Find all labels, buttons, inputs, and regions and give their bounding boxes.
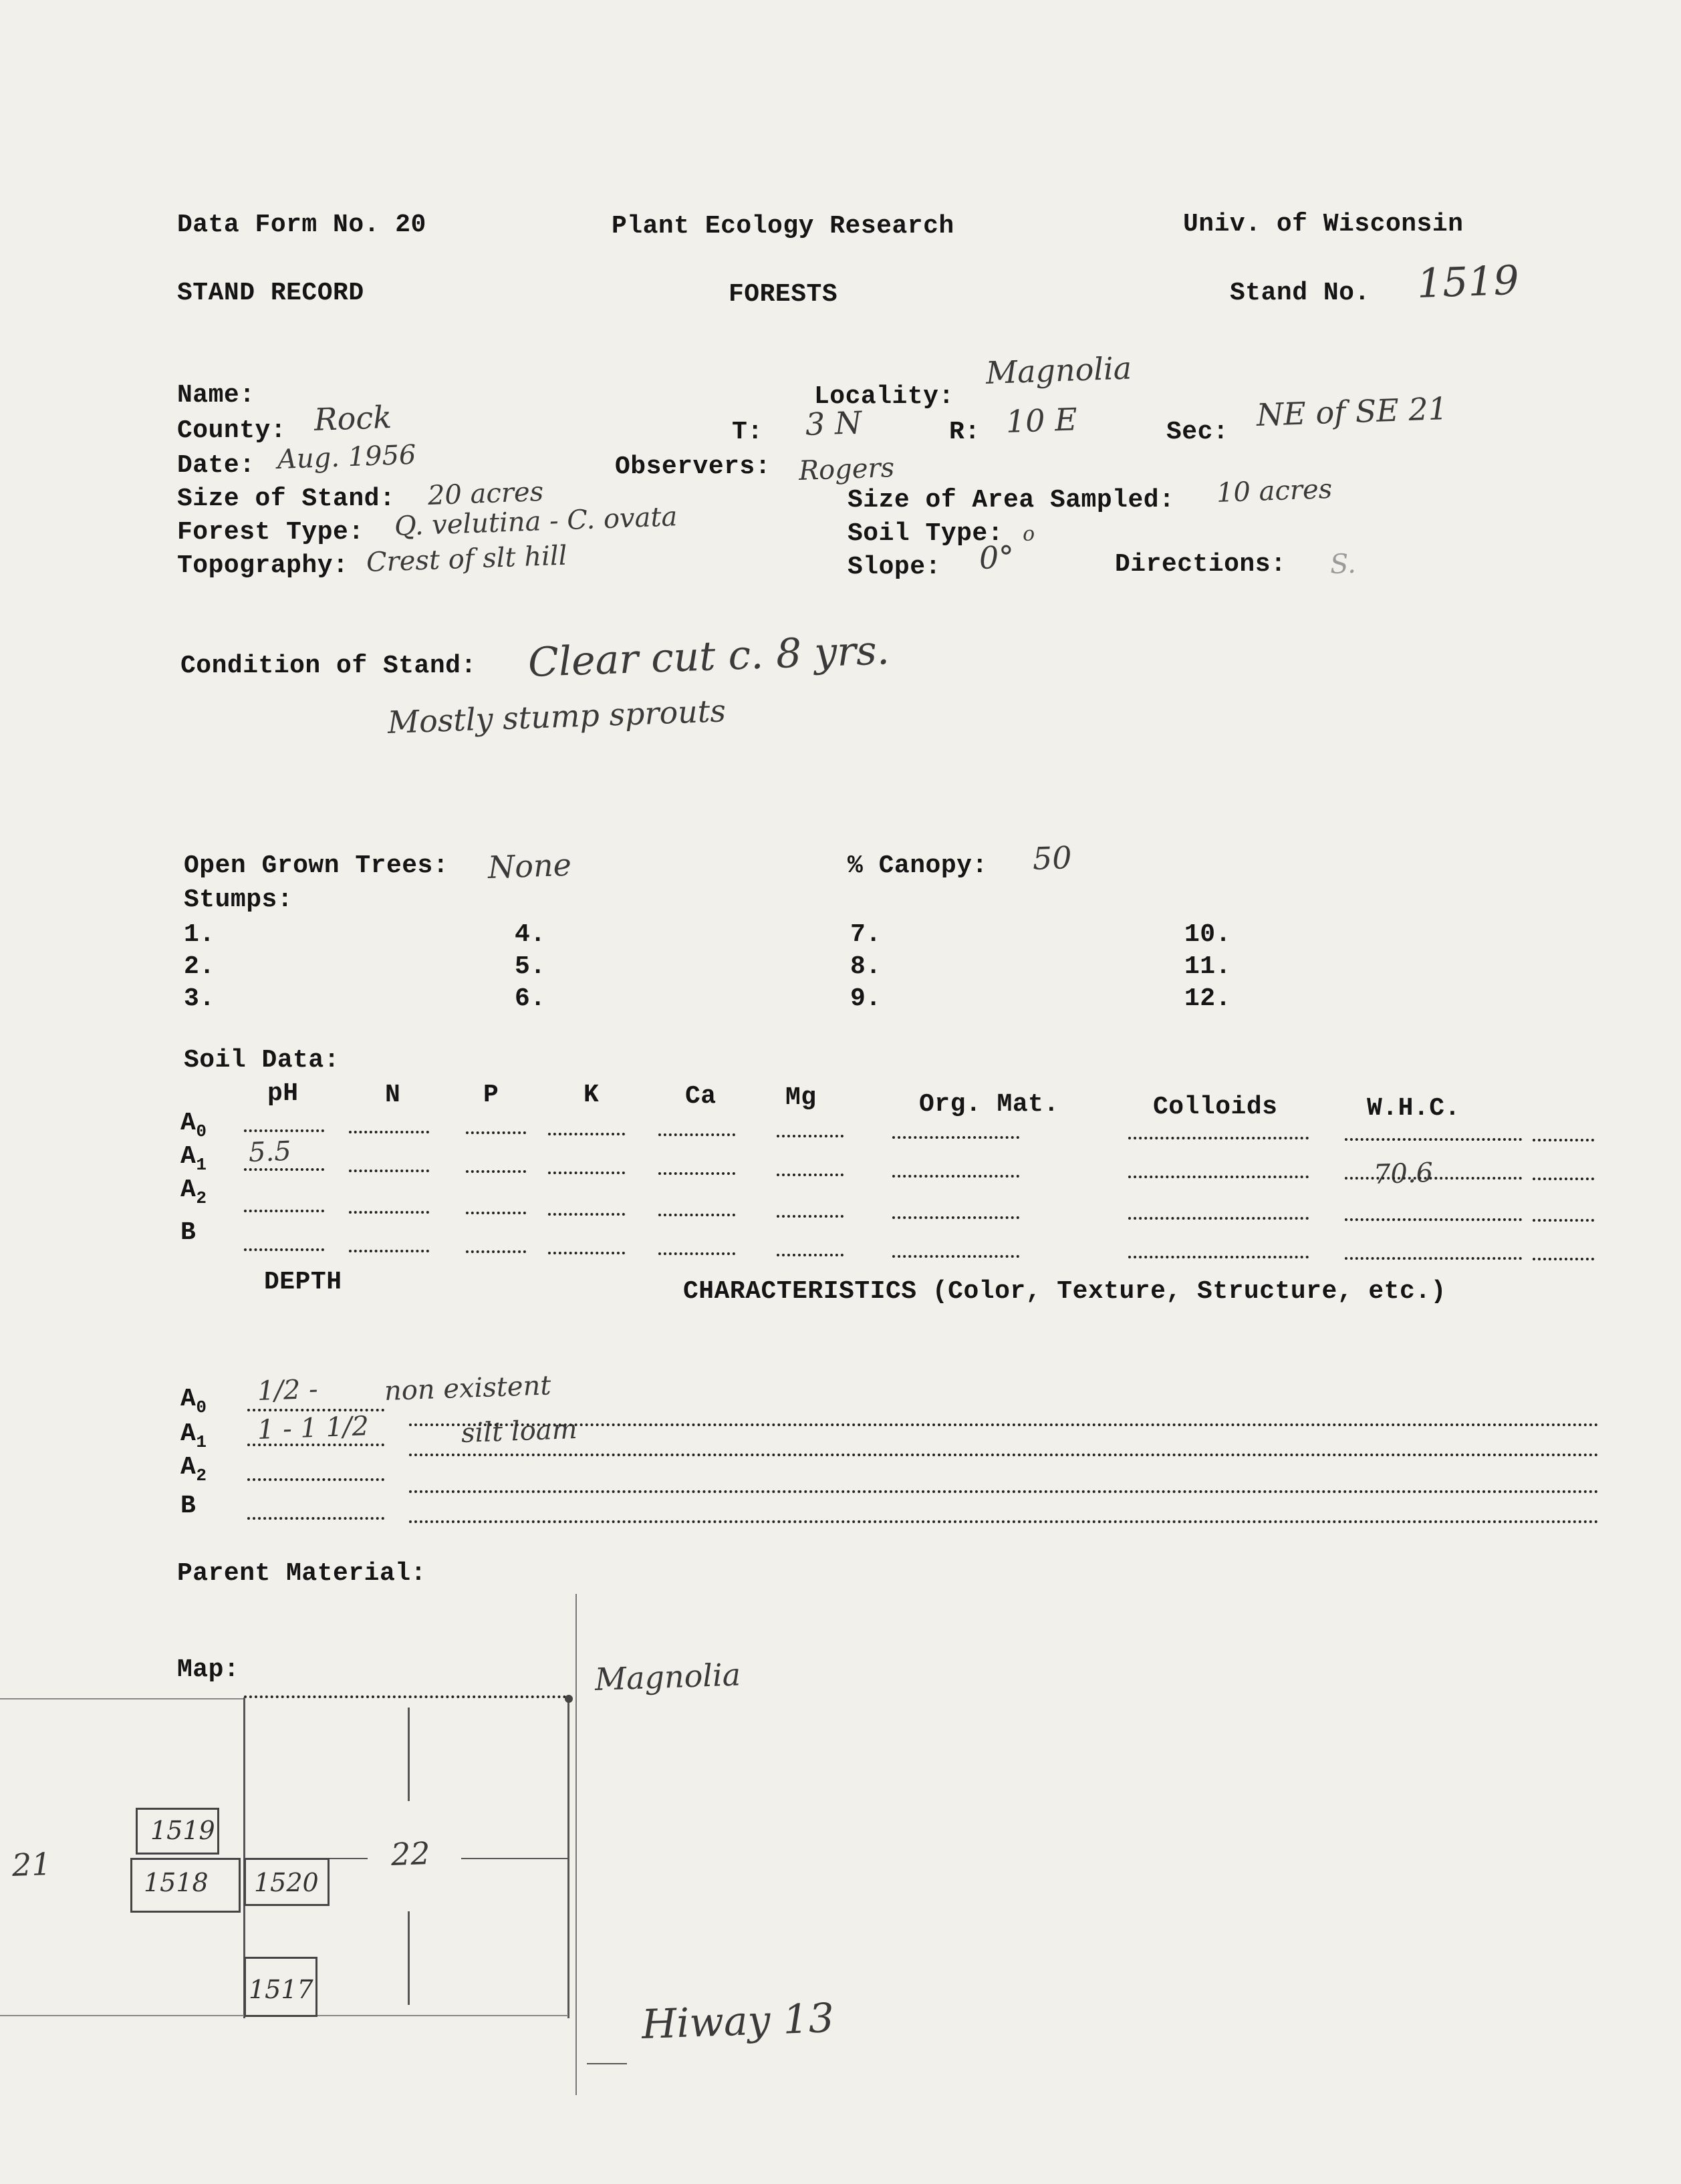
col-k: K [584,1081,600,1109]
soil-blank-r2-c0 [244,1210,324,1212]
soil-blank-r0-c6 [892,1136,1019,1139]
size-area-sampled-value: 10 acres [1216,473,1333,509]
map-center-line-bottom [408,1911,410,2005]
r-value: 10 E [1005,401,1078,440]
map-top-road [244,1695,571,1698]
soil-blank-r2-c9 [1533,1219,1594,1222]
soil-blank-r1-c5 [777,1174,844,1176]
soil-blank-r1-c6 [892,1175,1019,1178]
stand-number-value: 1519 [1416,257,1520,307]
soil-blank-r1-c9 [1533,1178,1594,1180]
soil-blank-r2-c7 [1128,1217,1309,1220]
soil-blank-r0-c1 [349,1131,429,1133]
t-value: 3 N [805,404,863,442]
stump-9: 9. [850,984,882,1013]
map-magnolia-label: Magnolia [594,1656,741,1697]
a0-depth-value: 1/2 - [257,1373,319,1407]
canopy-value: 50 [1032,839,1073,877]
a1-depth-value: 1 - 1 1/2 [257,1411,370,1446]
depth-label: DEPTH [264,1268,342,1296]
a1-characteristics-value: silt loam [461,1413,578,1449]
section-21-label: 21 [11,1845,52,1883]
depth-row-b [180,1494,196,1519]
soil-blank-r3-c8 [1345,1257,1522,1260]
a0-char-line [409,1423,1599,1426]
col-ph: pH [267,1079,299,1108]
map-mid-line-right [461,1858,568,1859]
depth-row-a2 [180,1453,207,1486]
depth-row-a0 [180,1385,207,1417]
a1-depth-line [247,1444,384,1446]
map-label: Map: [177,1655,240,1684]
stump-2: 2. [184,952,215,981]
col-whc: W.H.C. [1367,1094,1460,1123]
locality-label: Locality: [814,382,954,411]
soil-row-a0 [180,1109,207,1141]
forest-type-value: Q. velutina - C. ovata [394,501,678,542]
t-label: T: [732,418,763,446]
slope-label: Slope: [848,553,941,581]
observers-label: Observers: [615,452,771,481]
name-label: Name: [177,381,255,410]
soil-blank-r0-c4 [658,1133,735,1136]
county-label: County: [177,416,287,445]
map-hiway-label: Hiway 13 [640,1994,835,2048]
parent-material-label: Parent Material: [177,1559,426,1588]
soil-blank-r3-c0 [244,1248,324,1251]
soil-blank-r0-c7 [1128,1137,1309,1139]
a1-whc-value: 70.6 [1373,1157,1434,1190]
soil-blank-r2-c1 [349,1211,429,1214]
soil-type-value: o [1022,522,1035,546]
horizon-sub: 0 [196,1397,207,1417]
soil-blank-r3-c6 [892,1255,1019,1258]
soil-data-label: Soil Data: [184,1046,340,1075]
stump-1: 1. [184,920,215,949]
stumps-label: Stumps: [184,885,293,914]
size-of-stand-value: 20 acres [427,476,544,511]
soil-blank-r1-c3 [548,1172,625,1174]
stand-number-label: Stand No. [1230,279,1370,307]
map-corner-dot [565,1695,573,1703]
soil-blank-r2-c5 [777,1215,844,1218]
soil-blank-r0-c5 [777,1135,844,1137]
slope-value: 0° [979,539,1015,576]
soil-blank-r2-c4 [658,1214,735,1216]
soil-type-label: Soil Type: [848,519,1004,548]
soil-blank-r1-c7 [1128,1176,1309,1178]
observers-value: Rogers [798,452,895,487]
condition-value-line2: Mostly stump sprouts [387,692,727,740]
a2-char-line [409,1490,1599,1493]
horizon-letter: B [180,1492,197,1520]
soil-blank-r0-c3 [548,1133,625,1135]
col-n: N [385,1081,401,1109]
col-ca: Ca [685,1082,717,1111]
soil-blank-r0-c0 [244,1129,324,1132]
soil-blank-r1-c8 [1345,1177,1522,1180]
topography-label: Topography: [177,551,349,580]
stump-6: 6. [515,984,546,1013]
stand-box-1517-label: 1517 [249,1975,313,2004]
stump-7: 7. [850,920,882,949]
a1-char-line [409,1454,1599,1456]
characteristics-label: CHARACTERISTICS (Color, Texture, Structure, etc.) [683,1277,1446,1306]
soil-blank-r1-c1 [349,1170,429,1172]
university: Univ. of Wisconsin [1183,210,1464,239]
section-22-label: 22 [390,1834,431,1873]
horizon-letter: A [180,1142,197,1171]
soil-blank-r2-c3 [548,1213,625,1216]
soil-row-b [180,1220,196,1246]
stand-box-1520-label: 1520 [254,1868,319,1897]
soil-blank-r2-c8 [1345,1218,1522,1221]
soil-blank-r1-c0 [244,1168,324,1171]
soil-blank-r3-c7 [1128,1256,1309,1258]
record-type: STAND RECORD [177,279,364,307]
soil-row-a1 [180,1142,207,1175]
horizon-letter: A [180,1419,197,1448]
soil-blank-r3-c5 [777,1254,844,1256]
soil-blank-r1-c4 [658,1172,735,1175]
stump-12: 12. [1184,984,1231,1013]
soil-blank-r0-c2 [466,1131,526,1134]
condition-label: Condition of Stand: [180,652,477,680]
sec-value: NE of SE 21 [1256,390,1448,433]
soil-blank-r3-c9 [1533,1258,1594,1260]
form-number: Data Form No. 20 [177,211,426,239]
soil-blank-r3-c2 [466,1250,526,1253]
open-grown-label: Open Grown Trees: [184,851,449,880]
size-of-stand-label: Size of Stand: [177,485,396,513]
soil-blank-r3-c3 [548,1252,625,1254]
soil-row-a2 [180,1176,207,1208]
a0-depth-line [247,1409,384,1411]
stump-3: 3. [184,984,215,1013]
col-mg: Mg [785,1083,817,1112]
map-hiway-tick [587,2063,627,2064]
stand-box-1518-label: 1518 [144,1868,209,1897]
horizon-sub: 1 [196,1155,207,1175]
a1-ph-value: 5.5 [248,1135,292,1168]
directions-value: S. [1329,548,1357,580]
soil-blank-r3-c1 [349,1250,429,1252]
horizon-sub: 0 [196,1121,207,1141]
horizon-sub: 2 [196,1466,207,1486]
col-org-mat: Org. Mat. [919,1090,1059,1119]
category: FORESTS [729,280,838,309]
stump-10: 10. [1184,920,1231,949]
date-label: Date: [177,451,255,480]
col-p: P [483,1081,499,1109]
canopy-label: % Canopy: [848,851,988,880]
directions-label: Directions: [1115,550,1287,579]
a2-depth-line [247,1478,384,1481]
b-char-line [409,1520,1599,1523]
soil-blank-r1-c2 [466,1170,526,1173]
soil-blank-r2-c6 [892,1216,1019,1219]
horizon-letter: A [180,1453,197,1482]
soil-blank-r2-c2 [466,1212,526,1214]
horizon-sub: 2 [196,1188,207,1208]
topography-value: Crest of slt hill [366,540,568,578]
locality-value: Magnolia [985,350,1132,391]
a0-characteristics-value: non existent [384,1370,552,1407]
stand-box-1519-label: 1519 [150,1816,215,1845]
map-north-line [0,1698,244,1699]
depth-row-a1 [180,1419,207,1452]
sec-label: Sec: [1166,418,1229,446]
horizon-letter: B [180,1218,197,1247]
horizon-letter: A [180,1385,197,1413]
county-value: Rock [313,398,392,438]
stump-11: 11. [1184,952,1231,981]
stump-5: 5. [515,952,546,981]
size-area-sampled-label: Size of Area Sampled: [848,486,1175,515]
horizon-letter: A [180,1176,197,1204]
soil-blank-r0-c9 [1533,1139,1594,1141]
date-value: Aug. 1956 [277,439,417,475]
b-depth-line [247,1517,384,1520]
condition-value-line1: Clear cut c. 8 yrs. [527,627,890,686]
map-margin-line [575,1594,577,2095]
soil-blank-r0-c8 [1345,1138,1522,1141]
organization: Plant Ecology Research [612,212,954,241]
stump-8: 8. [850,952,882,981]
soil-blank-r3-c4 [658,1252,735,1255]
col-colloids: Colloids [1153,1093,1278,1121]
open-grown-value: None [487,846,572,885]
stump-4: 4. [515,920,546,949]
horizon-letter: A [180,1109,197,1137]
map-center-line-top [408,1708,410,1801]
horizon-sub: 1 [196,1432,207,1452]
r-label: R: [949,418,981,446]
forest-type-label: Forest Type: [177,518,364,547]
